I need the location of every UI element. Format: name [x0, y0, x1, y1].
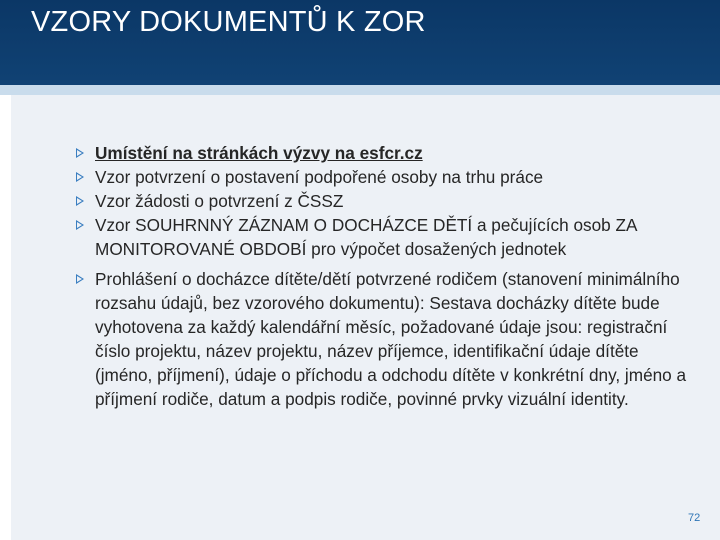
- arrow-bullet-icon: [76, 220, 84, 230]
- bullet-text: Vzor žádosti o potvrzení z ČSSZ: [95, 191, 344, 211]
- bullet-item: [72, 213, 692, 261]
- bullet-item: [72, 165, 692, 189]
- arrow-bullet-icon: [76, 196, 84, 206]
- bullet-item: [72, 267, 692, 411]
- arrow-bullet-icon: [76, 274, 84, 284]
- left-margin: [0, 95, 11, 540]
- arrow-bullet-icon: [76, 172, 84, 182]
- page-number: 72: [688, 512, 701, 524]
- slide-title: VZORY DOKUMENTŮ K ZOR: [31, 6, 426, 38]
- esfcr-link[interactable]: Umístění na stránkách výzvy na esfcr.cz: [95, 143, 423, 163]
- bullet-text: Prohlášení o docházce dítěte/dětí potvrzené rodičem (stanovení minimálního rozsahu údajů, bez vzorového dokumentu): Sestava docházky dítěte bude vyhotovena za každý kalendářní měsíc, požadované údaje jsou: registrační číslo projektu, název projektu, název příjemce, identifikační údaje dítěte (jméno, příjmení), údaje o příchodu a odchodu dítěte v konkrétní dny, jméno a příjmení rodiče, datum a podpis rodiče, povinné prvky vizuální identity.: [95, 269, 687, 409]
- bullet-item: [72, 189, 692, 213]
- bullet-item-link: [72, 141, 692, 165]
- bullet-text: Vzor SOUHRNNÝ ZÁZNAM O DOCHÁZCE DĚTÍ a pečujících osob ZA MONITOROVANÉ OBDOBÍ pro výpočet dosažených jednotek: [95, 215, 637, 259]
- header-divider: [0, 85, 720, 95]
- title-bar: [0, 0, 720, 85]
- arrow-bullet-icon: [76, 148, 84, 158]
- bullet-list: [72, 141, 692, 411]
- bullet-text: Vzor potvrzení o postavení podpořené osoby na trhu práce: [95, 167, 544, 187]
